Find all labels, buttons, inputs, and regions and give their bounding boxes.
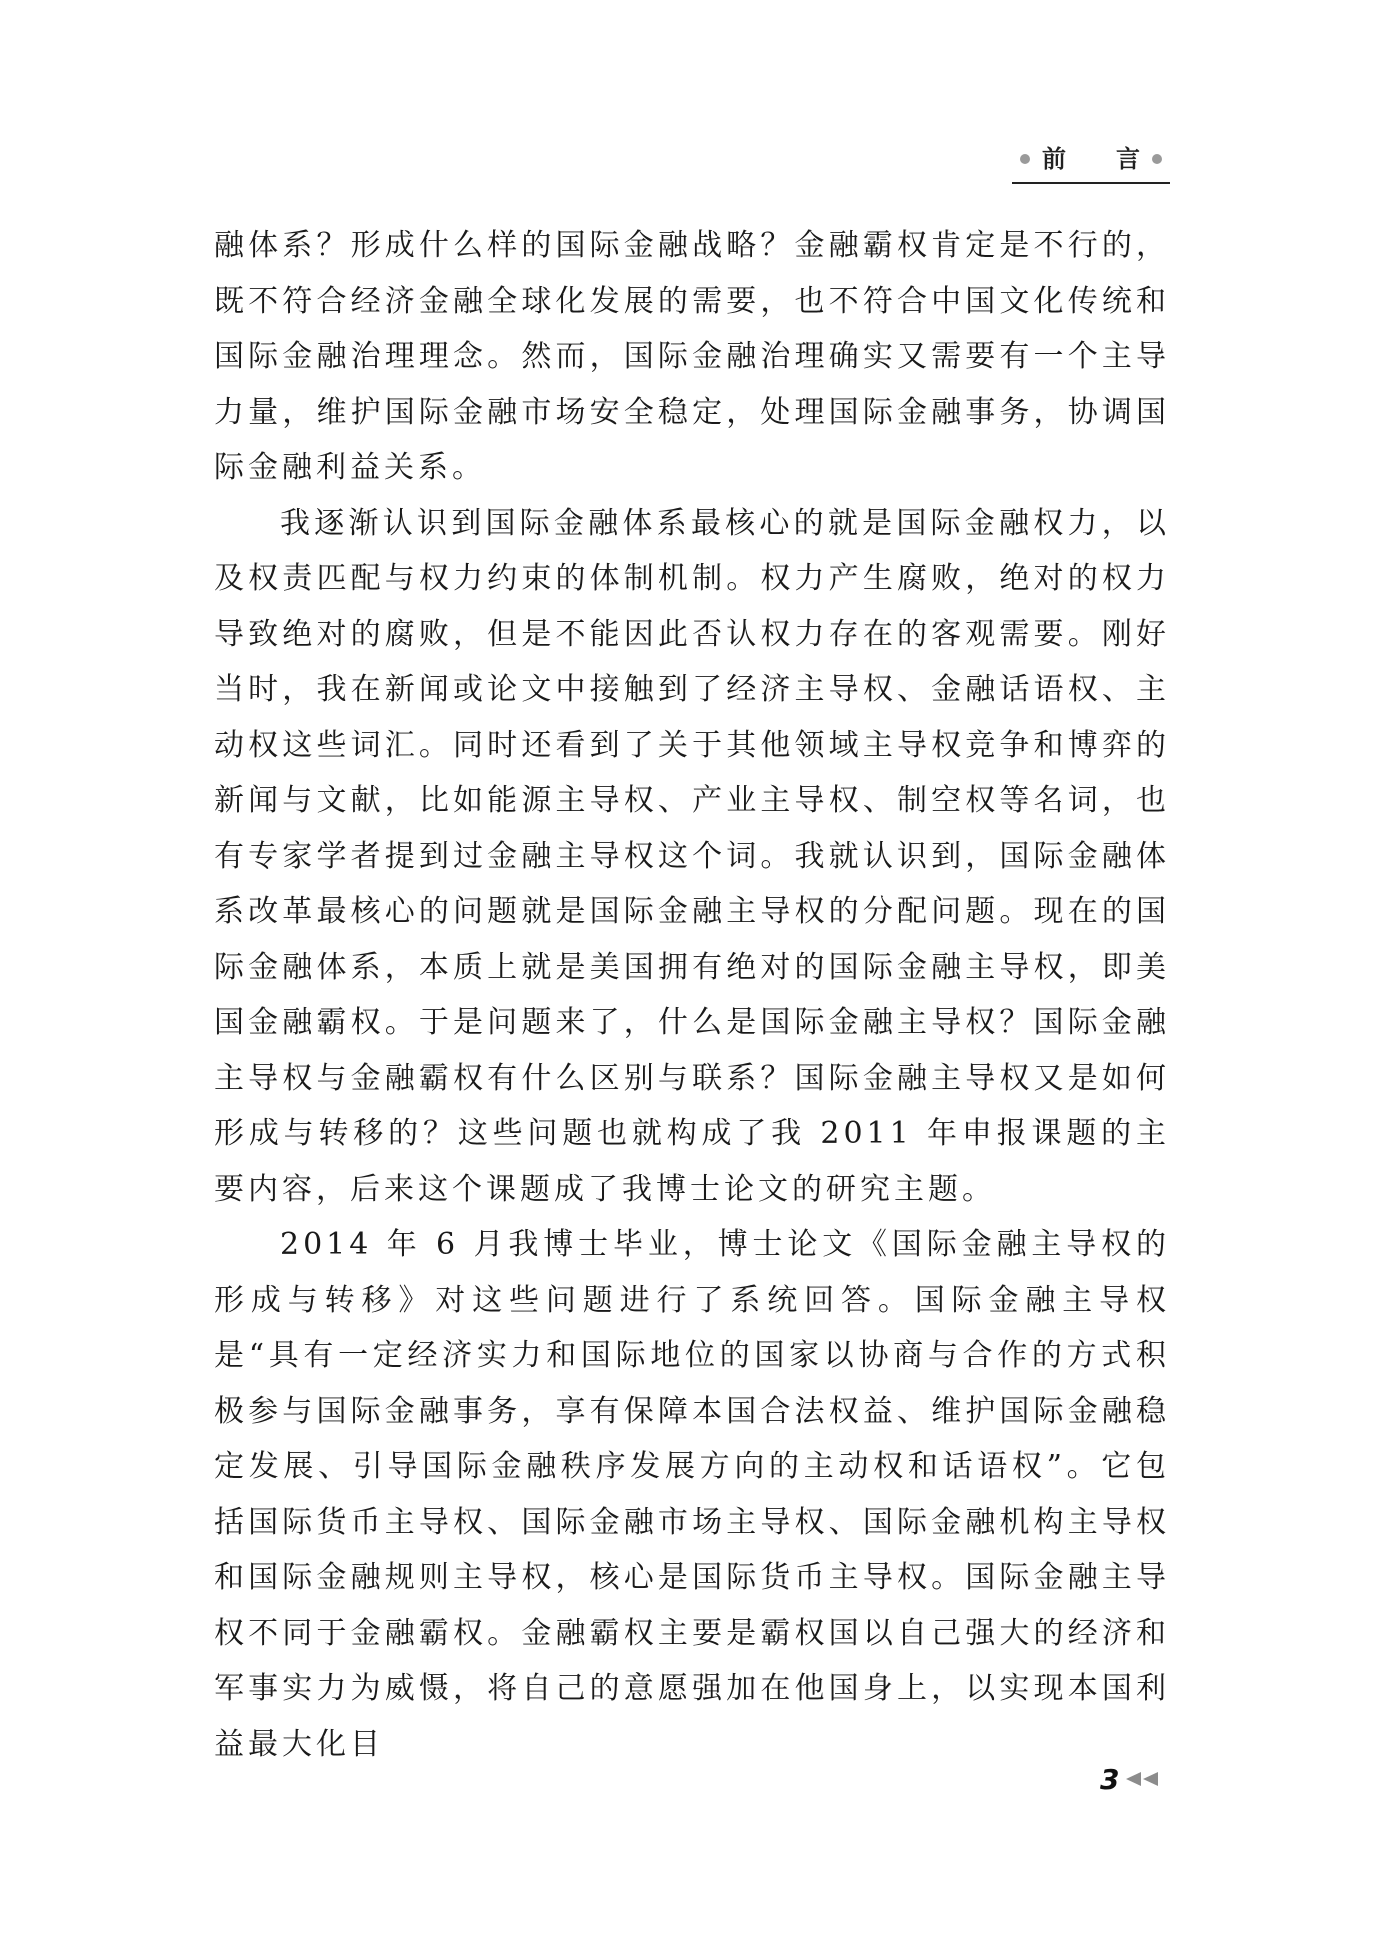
paragraph-continued: 融体系？形成什么样的国际金融战略？金融霸权肯定是不行的，既不符合经济金融全球化发展的需要，也不符合中国文化传统和国际金融治理理念。然而，国际金融治理确实又需要有一个主导力量，维护国际金融市场安全稳定，处理国际金融事务，协调国际金融利益关系。	[214, 228, 1170, 485]
paragraph: 我逐渐认识到国际金融体系最核心的就是国际金融权力，以及权责匹配与权力约束的体制机制。权力产生腐败，绝对的权力导致绝对的腐败，但是不能因此否认权力存在的客观需要。刚好当时，我在新闻或论文中接触到了经济主导权、金融话语权、主动权这些词汇。同时还看到了关于其他领域主导权竞争和博弈的新闻与文献，比如能源主导权、产业主导权、制空权等名词，也有专家学者提到过金融主导权这个词。我就认识到，国际金融体系改革最核心的问题就是国际金融主导权的分配问题。现在的国际金融体系，本质上就是美国拥有绝对的国际金融主导权，即美国金融霸权。于是问题来了，什么是国际金融主导权？国际金融主导权与金融霸权有什么区别与联系？国际金融主导权又是如何形成与转移的？这些问题也就构成了我 2011 年申报课题的主要内容，后来这个课题成了我博士论文的研究主题。	[214, 505, 1170, 1207]
body-text	[214, 218, 1170, 1772]
page-number: 3	[1100, 1762, 1120, 1796]
running-head-char-2: 言	[1116, 145, 1140, 173]
running-head-right-dot	[1152, 154, 1162, 164]
left-arrow-icon	[1125, 1771, 1141, 1787]
left-arrow-icon	[1142, 1771, 1158, 1787]
page-folio	[1100, 1762, 1158, 1796]
running-head-left-dot	[1020, 154, 1030, 164]
running-head-char-1: 前	[1042, 145, 1066, 173]
double-left-arrow-icon	[1125, 1771, 1158, 1787]
paragraph: 2014 年 6 月我博士毕业，博士论文《国际金融主导权的形成与转移》对这些问题进行了系统回答。国际金融主导权是“具有一定经济实力和国际地位的国家以协商与合作的方式积极参与国际金融事务，享有保障本国合法权益、维护国际金融稳定发展、引导国际金融秩序发展方向的主动权和话语权”。它包括国际货币主导权、国际金融市场主导权、国际金融机构主导权和国际金融规则主导权，核心是国际货币主导权。国际金融主导权不同于金融霸权。金融霸权主要是霸权国以自己强大的经济和军事实力为威慑，将自己的意愿强加在他国身上，以实现本国利益最大化目	[214, 1227, 1170, 1762]
running-head	[1012, 140, 1170, 184]
running-head-title	[1042, 142, 1140, 176]
